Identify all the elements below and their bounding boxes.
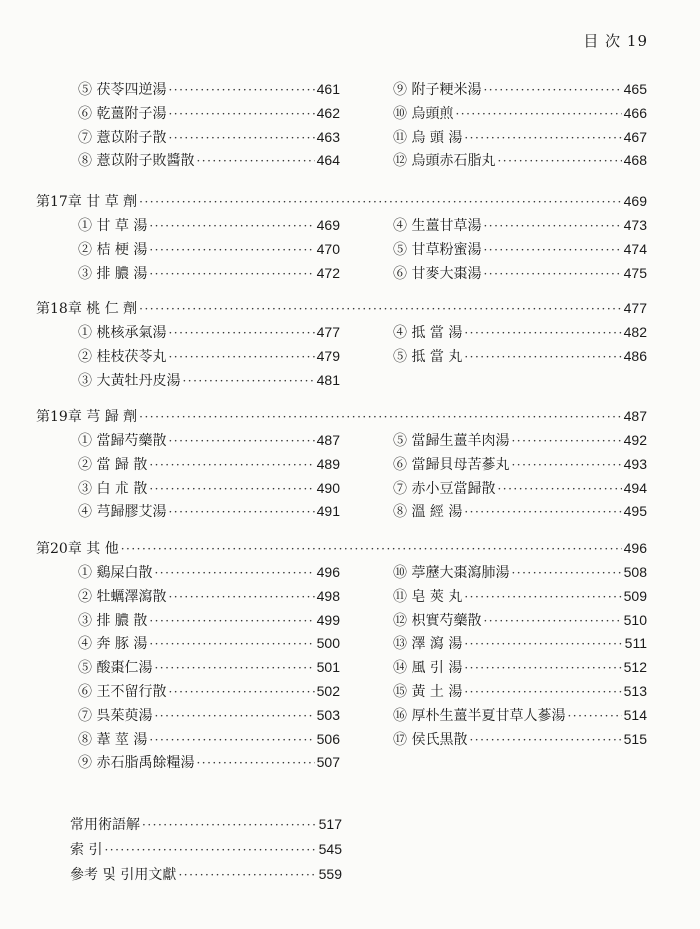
entry-page: 559 bbox=[318, 866, 342, 882]
entry-page: 489 bbox=[316, 455, 340, 472]
toc-entry bbox=[393, 214, 647, 236]
leader-dots bbox=[511, 562, 621, 584]
entry-label: ⑤ 抵 當 丸 bbox=[393, 348, 463, 365]
toc-entry bbox=[78, 214, 340, 236]
entry-page: 513 bbox=[623, 683, 647, 699]
entry-label: ⑤ 當歸生薑羊肉湯 bbox=[393, 433, 510, 449]
leader-dots bbox=[196, 752, 314, 774]
entry-label: ② 桂枝茯苓丸 bbox=[78, 348, 167, 365]
toc-entry bbox=[78, 102, 340, 124]
leader-dots bbox=[483, 215, 621, 237]
entry-page: 501 bbox=[316, 659, 340, 676]
entry-page: 482 bbox=[623, 324, 647, 340]
toc-entry bbox=[78, 429, 340, 451]
leader-dots bbox=[149, 215, 314, 237]
toc-entry bbox=[78, 656, 340, 678]
leader-dots bbox=[182, 370, 314, 392]
entry-page: 466 bbox=[623, 104, 647, 121]
leader-dots bbox=[154, 657, 314, 679]
toc-entry bbox=[78, 126, 340, 148]
entry-page: 509 bbox=[623, 587, 647, 604]
entry-label: ⑧ 葦 莖 湯 bbox=[78, 731, 148, 748]
chapter-heading bbox=[36, 297, 647, 319]
toc-entry bbox=[393, 477, 647, 499]
entry-label: ⑮ 黃 土 湯 bbox=[393, 684, 463, 700]
leader-dots bbox=[168, 103, 314, 125]
toc-entry bbox=[78, 149, 340, 171]
entry-label: ② 桔 梗 湯 bbox=[78, 241, 148, 258]
leader-dots bbox=[149, 263, 314, 285]
appendix-entry bbox=[70, 838, 342, 860]
entry-label: ⑥ 乾薑附子湯 bbox=[78, 105, 167, 122]
entry-label: ③ 白 朮 散 bbox=[78, 480, 148, 497]
entry-page: 487 bbox=[623, 408, 647, 424]
entry-label: ⑦ 呉茱萸湯 bbox=[78, 707, 153, 724]
entry-page: 487 bbox=[316, 432, 340, 448]
leader-dots bbox=[196, 150, 314, 172]
leader-dots bbox=[104, 839, 316, 861]
leader-dots bbox=[168, 681, 314, 703]
entry-page: 515 bbox=[623, 730, 647, 747]
leader-dots bbox=[483, 263, 621, 285]
leader-dots bbox=[168, 501, 314, 523]
entry-page: 479 bbox=[316, 347, 340, 364]
entry-label: 常用術語解 bbox=[70, 817, 140, 833]
entry-page: 492 bbox=[623, 432, 647, 448]
toc-entry bbox=[393, 429, 647, 451]
entry-page: 545 bbox=[318, 841, 342, 857]
leader-dots bbox=[464, 346, 621, 368]
leader-dots bbox=[464, 501, 621, 523]
entry-page: 462 bbox=[316, 104, 340, 121]
leader-dots bbox=[149, 610, 314, 632]
toc-entry bbox=[78, 78, 340, 100]
entry-label: ③ 排 膿 散 bbox=[78, 612, 148, 629]
entry-label: ⑦ 薏苡附子散 bbox=[78, 129, 167, 146]
leader-dots bbox=[149, 729, 314, 751]
toc-entry bbox=[393, 728, 647, 750]
entry-page: 491 bbox=[316, 503, 340, 520]
leader-dots bbox=[168, 346, 314, 368]
entry-label: 索 引 bbox=[70, 842, 103, 858]
leader-dots bbox=[168, 127, 314, 149]
entry-page: 508 bbox=[623, 564, 647, 580]
toc-entry bbox=[78, 561, 340, 583]
toc-entry bbox=[393, 585, 647, 607]
entry-page: 510 bbox=[623, 611, 647, 628]
toc-entry bbox=[78, 632, 340, 654]
toc-entry bbox=[393, 321, 647, 343]
toc-entry bbox=[78, 751, 340, 773]
leader-dots bbox=[168, 586, 314, 608]
entry-page: 464 bbox=[316, 152, 340, 169]
entry-page: 500 bbox=[316, 635, 340, 652]
entry-label: ① 甘 草 湯 bbox=[78, 218, 148, 234]
entry-label: 第19章 芎 歸 劑 bbox=[36, 409, 138, 425]
leader-dots bbox=[168, 322, 314, 344]
entry-label: ⑨ 附子粳米湯 bbox=[393, 82, 482, 98]
leader-dots bbox=[464, 681, 621, 703]
toc-entry bbox=[393, 238, 647, 260]
leader-dots bbox=[139, 298, 621, 320]
toc-entry bbox=[393, 102, 647, 124]
toc-entry bbox=[78, 728, 340, 750]
entry-page: 469 bbox=[316, 217, 340, 233]
leader-dots bbox=[483, 239, 621, 261]
leader-dots bbox=[121, 538, 622, 560]
entry-page: 469 bbox=[623, 193, 647, 209]
toc-entry bbox=[78, 704, 340, 726]
toc-entry bbox=[393, 126, 647, 148]
entry-label: ⑭ 風 引 湯 bbox=[393, 660, 463, 677]
entry-page: 481 bbox=[316, 371, 340, 388]
leader-dots bbox=[511, 430, 621, 452]
entry-label: ⑤ 酸棗仁湯 bbox=[78, 660, 153, 677]
leader-dots bbox=[149, 478, 314, 500]
toc-entry bbox=[393, 500, 647, 522]
entry-page: 494 bbox=[623, 479, 647, 496]
entry-label: ⑪ 皂 莢 丸 bbox=[393, 588, 463, 605]
entry-page: 496 bbox=[623, 540, 647, 556]
entry-page: 470 bbox=[316, 240, 340, 257]
appendix-entry bbox=[70, 813, 342, 835]
entry-label: ① 桃核承氣湯 bbox=[78, 325, 167, 341]
entry-label: ⑥ 甘麥大棗湯 bbox=[393, 265, 482, 282]
entry-label: ③ 排 膿 湯 bbox=[78, 265, 148, 282]
leader-dots bbox=[455, 103, 621, 125]
entry-page: 495 bbox=[623, 503, 647, 520]
toc-entry bbox=[393, 149, 647, 171]
toc-entry bbox=[393, 561, 647, 583]
leader-dots bbox=[464, 322, 621, 344]
entry-page: 477 bbox=[623, 300, 647, 316]
leader-dots bbox=[149, 633, 314, 655]
entry-label: ⑦ 赤小豆當歸散 bbox=[393, 480, 496, 497]
toc-entry bbox=[78, 680, 340, 702]
chapter-heading bbox=[36, 537, 647, 559]
toc-entry bbox=[393, 262, 647, 284]
leader-dots bbox=[464, 657, 621, 679]
entry-page: 461 bbox=[316, 81, 340, 97]
entry-label: ⑧ 薏苡附子敗醬散 bbox=[78, 153, 195, 170]
leader-dots bbox=[168, 79, 314, 101]
leader-dots bbox=[483, 79, 621, 101]
leader-dots bbox=[149, 454, 314, 476]
leader-dots bbox=[464, 633, 622, 655]
entry-page: 498 bbox=[316, 587, 340, 604]
leader-dots bbox=[178, 864, 316, 886]
leader-dots bbox=[149, 239, 314, 261]
leader-dots bbox=[154, 705, 314, 727]
toc-entry bbox=[78, 500, 340, 522]
chapter-heading bbox=[36, 405, 647, 427]
entry-label: ⑯ 厚朴生薑半夏甘草人蔘湯 bbox=[393, 707, 566, 724]
entry-label: ⑩ 葶藶大棗瀉肺湯 bbox=[393, 565, 510, 581]
leader-dots bbox=[511, 454, 621, 476]
entry-label: ⑩ 烏頭煎 bbox=[393, 105, 454, 122]
toc-entry bbox=[78, 369, 340, 391]
leader-dots bbox=[464, 127, 621, 149]
leader-dots bbox=[483, 610, 621, 632]
entry-label: ⑬ 澤 瀉 湯 bbox=[393, 636, 463, 653]
toc-entry bbox=[78, 262, 340, 284]
entry-label: ⑤ 茯苓四逆湯 bbox=[78, 82, 167, 98]
leader-dots bbox=[469, 729, 621, 751]
toc-entry bbox=[78, 609, 340, 631]
toc-entry bbox=[393, 453, 647, 475]
toc-entry bbox=[393, 345, 647, 367]
entry-label: ② 牡蠣澤瀉散 bbox=[78, 588, 167, 605]
entry-page: 473 bbox=[623, 217, 647, 233]
appendix-entry bbox=[70, 863, 342, 885]
toc-entry bbox=[78, 321, 340, 343]
entry-label: ⑪ 烏 頭 湯 bbox=[393, 129, 463, 146]
entry-page: 474 bbox=[623, 240, 647, 257]
entry-page: 465 bbox=[623, 81, 647, 97]
entry-page: 486 bbox=[623, 347, 647, 364]
entry-page: 499 bbox=[316, 611, 340, 628]
leader-dots bbox=[497, 478, 621, 500]
leader-dots bbox=[168, 430, 314, 452]
entry-label: ⑫ 烏頭赤石脂丸 bbox=[393, 153, 496, 170]
toc-entry bbox=[393, 704, 647, 726]
entry-label: ④ 奔 豚 湯 bbox=[78, 636, 148, 653]
leader-dots bbox=[464, 586, 621, 608]
toc-entry bbox=[78, 238, 340, 260]
entry-page: 514 bbox=[623, 706, 647, 723]
entry-label: ⑥ 當歸貝母苦蔘丸 bbox=[393, 456, 510, 473]
toc-entry bbox=[78, 345, 340, 367]
toc-entry bbox=[393, 632, 647, 654]
entry-page: 506 bbox=[316, 730, 340, 747]
entry-label: 第20章 其 他 bbox=[36, 541, 119, 557]
entry-page: 477 bbox=[316, 324, 340, 340]
toc-entry bbox=[78, 585, 340, 607]
entry-label: ⑨ 赤石脂禹餘糧湯 bbox=[78, 755, 195, 772]
leader-dots bbox=[497, 150, 621, 172]
page-header: 目 次 19 bbox=[583, 32, 648, 50]
entry-label: ⑧ 溫 經 湯 bbox=[393, 504, 463, 521]
entry-page: 472 bbox=[316, 264, 340, 281]
entry-page: 467 bbox=[623, 128, 647, 145]
entry-label: ① 當歸芍藥散 bbox=[78, 433, 167, 449]
toc-entry bbox=[78, 453, 340, 475]
entry-page: 507 bbox=[316, 754, 340, 771]
chapter-heading bbox=[36, 190, 647, 212]
leader-dots bbox=[139, 191, 621, 213]
toc-entry bbox=[393, 78, 647, 100]
entry-page: 511 bbox=[624, 635, 647, 652]
entry-label: 參考 및 引用文獻 bbox=[70, 867, 177, 883]
entry-label: ④ 生薑甘草湯 bbox=[393, 218, 482, 234]
entry-label: ② 當 歸 散 bbox=[78, 456, 148, 473]
toc-entry bbox=[393, 680, 647, 702]
toc-entry bbox=[393, 609, 647, 631]
entry-label: ⑰ 侯氏黒散 bbox=[393, 731, 468, 748]
entry-page: 490 bbox=[316, 479, 340, 496]
entry-page: 463 bbox=[316, 128, 340, 145]
leader-dots bbox=[139, 406, 621, 428]
entry-label: ⑫ 枳實芍藥散 bbox=[393, 612, 482, 629]
entry-page: 493 bbox=[623, 455, 647, 472]
entry-page: 502 bbox=[316, 683, 340, 699]
toc-entry bbox=[78, 477, 340, 499]
entry-label: ① 鷄屎白散 bbox=[78, 565, 153, 581]
entry-label: ⑥ 王不留行散 bbox=[78, 684, 167, 700]
leader-dots bbox=[567, 705, 621, 727]
entry-page: 468 bbox=[623, 152, 647, 169]
leader-dots bbox=[154, 562, 314, 584]
entry-label: ④ 抵 當 湯 bbox=[393, 325, 463, 341]
entry-label: ③ 大黃牡丹皮湯 bbox=[78, 372, 181, 389]
entry-page: 496 bbox=[316, 564, 340, 580]
entry-label: 第18章 桃 仁 劑 bbox=[36, 301, 138, 317]
entry-label: ④ 芎歸膠艾湯 bbox=[78, 504, 167, 521]
entry-page: 503 bbox=[316, 706, 340, 723]
toc-entry bbox=[393, 656, 647, 678]
entry-page: 512 bbox=[623, 659, 647, 676]
entry-label: ⑤ 甘草粉蜜湯 bbox=[393, 241, 482, 258]
entry-page: 517 bbox=[318, 816, 342, 832]
entry-page: 475 bbox=[623, 264, 647, 281]
leader-dots bbox=[142, 814, 317, 836]
entry-label: 第17章 甘 草 劑 bbox=[36, 194, 138, 210]
